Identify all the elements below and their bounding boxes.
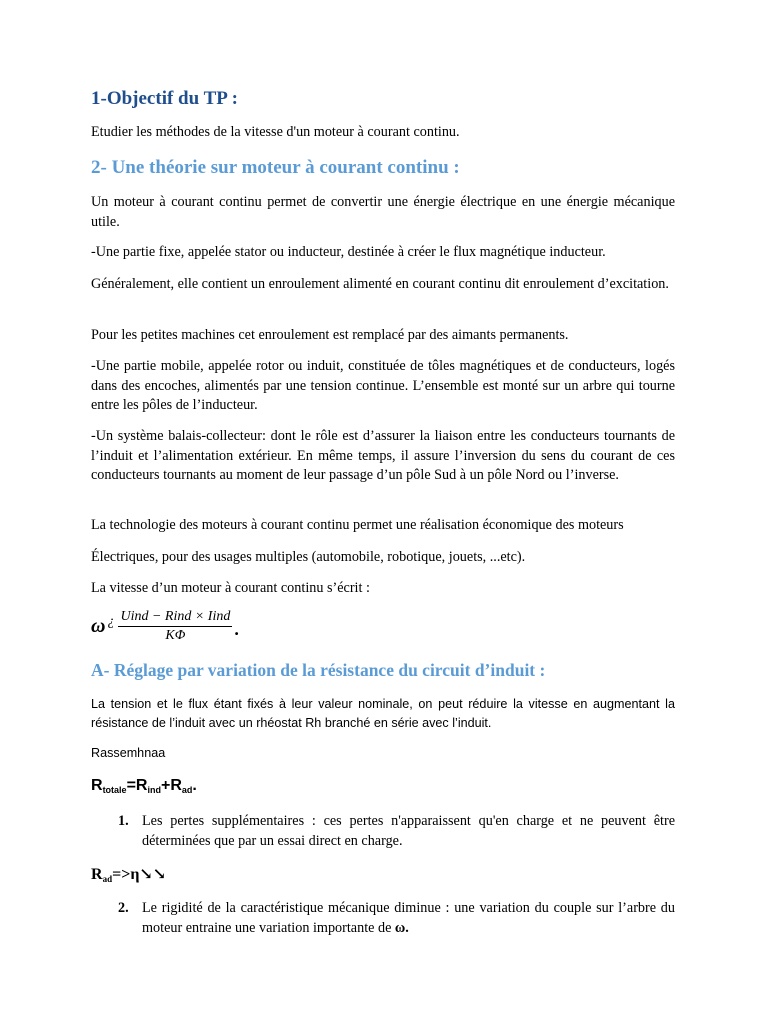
- r-symbol: R: [135, 777, 148, 794]
- heading-reglage: A- Réglage par variation de la résistance du circuit d’induit :: [91, 660, 546, 680]
- objective-text: Etudier les méthodes de la vitesse d'un moteur à courant continu.: [91, 124, 460, 140]
- section-a-text: La tension et le flux étant fixés à leur valeur nominale, on peut réduire la vitesse en augmentant la résistance de l’induit avec un rhéostat Rh branché en série avec l’induit.: [91, 697, 675, 730]
- r-subscript-ind: ind: [147, 785, 161, 795]
- paragraph-rotor: -Une partie mobile, appelée rotor ou induit, constituée de tôles magnétiques et de conducteurs, logés dans des encoches, alimentés par une tension continue. L’ensemble est monté sur un arbre qui tourne entre les pôles de l’inducteur.: [91, 358, 675, 413]
- formula-glyph: ¿: [107, 613, 115, 629]
- list-text: [142, 899, 675, 938]
- omega-symbol: ω: [91, 615, 106, 637]
- equals-sign: =: [126, 777, 136, 794]
- formula-numerator: Uind − Rind × Iind: [118, 609, 232, 627]
- r-subscript-ad: ad: [181, 785, 193, 795]
- paragraph-vitesse: La vitesse d’un moteur à courant continu s’écrit :: [91, 580, 370, 596]
- r-subscript-ad: ad: [102, 874, 113, 884]
- r-symbol: R: [91, 866, 103, 883]
- formula-fraction: [118, 609, 232, 644]
- paragraph-aimants: Pour les petites machines cet enroulement est remplacé par des aimants permanents.: [91, 327, 569, 343]
- omega-end: ω.: [394, 919, 409, 936]
- heading-objectif: 1-Objectif du TP :: [91, 88, 238, 109]
- paragraph-technologie: La technologie des moteurs à courant continu permet une réalisation économique des moteurs: [91, 517, 624, 533]
- rad-formula: [91, 864, 675, 884]
- list-text-body: Le rigidité de la caractéristique mécanique diminue : une variation du couple sur l’arbre du moteur entraine une variation importante de: [142, 900, 675, 936]
- formula-end: .: [234, 619, 239, 639]
- r-subscript-totale: totale: [102, 785, 127, 795]
- r-symbol: R: [170, 777, 182, 794]
- paragraph-balais: -Un système balais-collecteur: dont le rôle est d’assurer la liaison entre les conducteurs tournants de l’induit et l’alimentation extérieur. En même temps, il assure l’inversion du sens du courant de ces conducteurs tournants au moment de leur passage d’un pôle Sud à un pôle Nord ou l’inverse.: [91, 428, 675, 483]
- paragraph-stator: -Une partie fixe, appelée stator ou inducteur, destinée à créer le flux magnétique inducteur.: [91, 244, 606, 260]
- formula-denominator: KΦ: [165, 628, 186, 643]
- paragraph-intro: Un moteur à courant continu permet de convertir une énergie électrique en une énergie mécanique utile.: [91, 194, 675, 230]
- r-symbol: R: [91, 777, 103, 794]
- list-number: 1.: [118, 813, 129, 829]
- paragraph-excitation: Généralement, elle contient un enroulement alimenté en courant continu dit enroulement d’excitation.: [91, 276, 669, 292]
- formula-end: .: [192, 777, 197, 794]
- list-number: 2.: [118, 900, 129, 916]
- rad-consequence: =>η↘↘: [112, 866, 167, 883]
- heading-theorie: 2- Une théorie sur moteur à courant continu :: [91, 157, 460, 178]
- speed-formula: [91, 609, 675, 644]
- plus-sign: +: [160, 777, 171, 794]
- list-text: Les pertes supplémentaires : ces pertes n'apparaissent qu'en charge et ne peuvent être déterminées que par un essai direct en charge.: [142, 813, 675, 849]
- paragraph-usages: Électriques, pour des usages multiples (automobile, robotique, jouets, ...etc).: [91, 549, 526, 565]
- rtotale-formula: [91, 777, 675, 795]
- rassemhnaa-text: Rassemhnaa: [91, 746, 166, 760]
